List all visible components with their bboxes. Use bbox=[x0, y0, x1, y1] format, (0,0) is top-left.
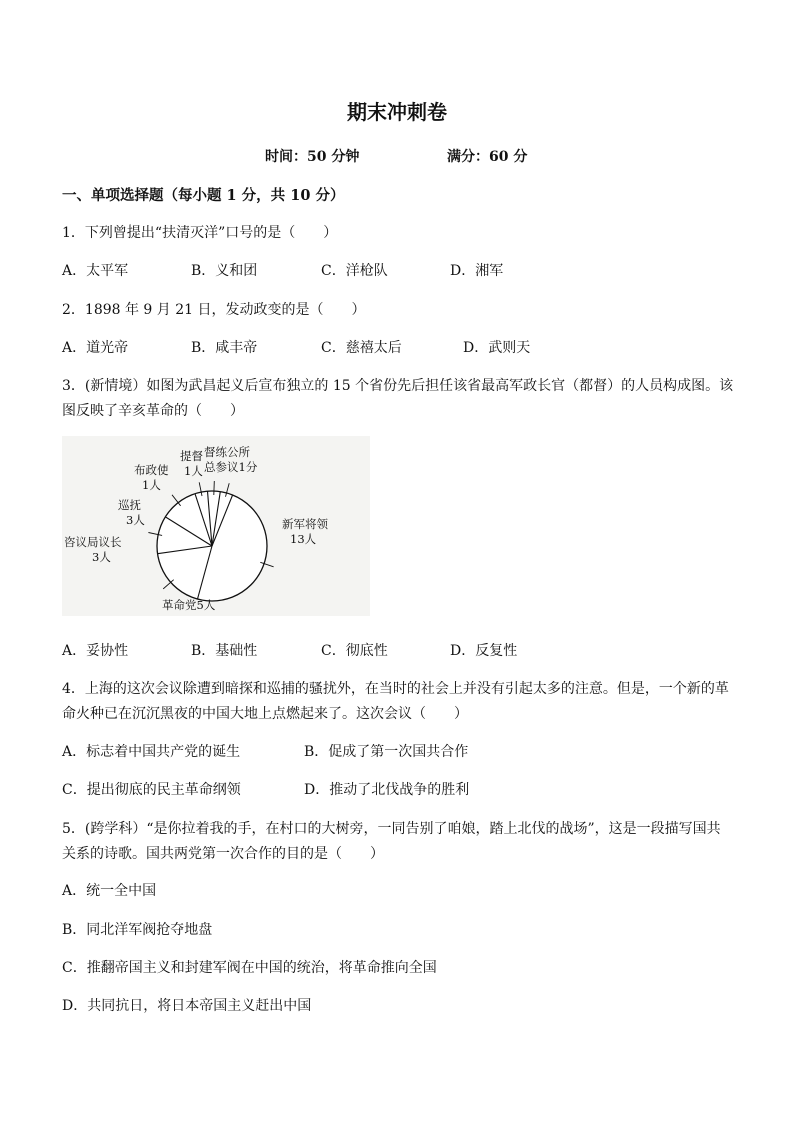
q2-option-d: D．武则天 bbox=[463, 340, 531, 356]
question-4-stem-line2: 命火种已在沉沉黑夜的中国大地上点燃起来了。这次会议（ ） bbox=[62, 706, 468, 722]
pie-slice-7-label: 督练公所 bbox=[204, 445, 250, 459]
question-2-stem: 2．1898 年 9 月 21 日，发动政变的是（ ） bbox=[62, 302, 366, 318]
question-1-stem: 1．下列曾提出“扶清灭洋”口号的是（ ） bbox=[62, 225, 338, 241]
pie-slice-3-value: 3人 bbox=[92, 550, 111, 564]
question-5-stem-line2: 关系的诗歌。国共两党第一次合作的目的是（ ） bbox=[62, 846, 384, 862]
pie-slice-4-value: 3人 bbox=[126, 513, 145, 527]
q4-option-c: C．提出彻底的民主革命纲领 bbox=[62, 782, 241, 798]
q5-option-a: A．统一全中国 bbox=[62, 883, 157, 899]
pie-slice-6-label: 提督 bbox=[180, 449, 203, 463]
q5-option-b: B．同北洋军阀抢夺地盘 bbox=[62, 922, 213, 938]
pie-slice-2-label: 革命党5人 bbox=[162, 598, 216, 612]
question-3-stem-line1: 3．(新情境）如图为武昌起义后宣布独立的 15 个省份先后担任该省最高军政长官（都督）的人员构成图。该 bbox=[62, 378, 734, 394]
section-heading: 一、单项选择题（每小题 1 分，共 10 分） bbox=[62, 187, 345, 204]
q1-option-c: C．洋枪队 bbox=[321, 263, 388, 279]
pie-slice-5-label: 布政使 bbox=[134, 463, 169, 477]
q2-option-c: C．慈禧太后 bbox=[321, 340, 402, 356]
q1-option-b: B．义和团 bbox=[191, 263, 258, 279]
page-title: 期末冲刺卷 bbox=[347, 100, 447, 124]
pie-slice-3-label: 咨议局议长 bbox=[64, 535, 122, 549]
q1-option-d: D．湘军 bbox=[450, 263, 504, 279]
q1-option-a: A．太平军 bbox=[62, 263, 129, 279]
question-5-stem-line1: 5．(跨学科）“是你拉着我的手，在村口的大树旁，一同告别了咱娘，踏上北伐的战场”，这是一段描写国共 bbox=[62, 821, 721, 837]
pie-slice-1-value: 13人 bbox=[290, 532, 317, 546]
q3-option-c: C．彻底性 bbox=[321, 643, 388, 659]
question-4-stem-line1: 4．上海的这次会议除遭到暗探和巡捕的骚扰外，在当时的社会上并没有引起太多的注意。但是，一个新的革 bbox=[62, 681, 729, 697]
q4-option-a: A．标志着中国共产党的诞生 bbox=[62, 744, 241, 760]
pie-slice-6-leader bbox=[214, 481, 215, 495]
q3-option-a: A．妥协性 bbox=[62, 643, 129, 659]
pie-slice-7-value: 总参议1分 bbox=[204, 460, 258, 474]
pie-slice-1-label: 新军将领 bbox=[282, 517, 328, 531]
question-3-stem-line2: 图反映了辛亥革命的（ ） bbox=[62, 403, 244, 419]
q2-option-b: B．咸丰帝 bbox=[191, 340, 258, 356]
pie-chart bbox=[62, 436, 370, 616]
pie-slice-6-value: 1人 bbox=[184, 464, 203, 478]
q3-option-b: B．基础性 bbox=[191, 643, 258, 659]
q4-option-b: B．促成了第一次国共合作 bbox=[304, 744, 469, 760]
q5-option-d: D．共同抗日，将日本帝国主义赶出中国 bbox=[62, 998, 312, 1014]
full-score: 满分：60 分 bbox=[447, 149, 528, 165]
q5-option-c: C．推翻帝国主义和封建军阀在中国的统治，将革命推向全国 bbox=[62, 960, 437, 976]
pie-slice-4-label: 巡抚 bbox=[118, 498, 141, 512]
pie-slice-5-value: 1人 bbox=[142, 478, 161, 492]
exam-time: 时间：50 分钟 bbox=[265, 149, 360, 165]
q2-option-a: A．道光帝 bbox=[62, 340, 129, 356]
q3-option-d: D．反复性 bbox=[450, 643, 518, 659]
q4-option-d: D．推动了北伐战争的胜利 bbox=[304, 782, 470, 798]
